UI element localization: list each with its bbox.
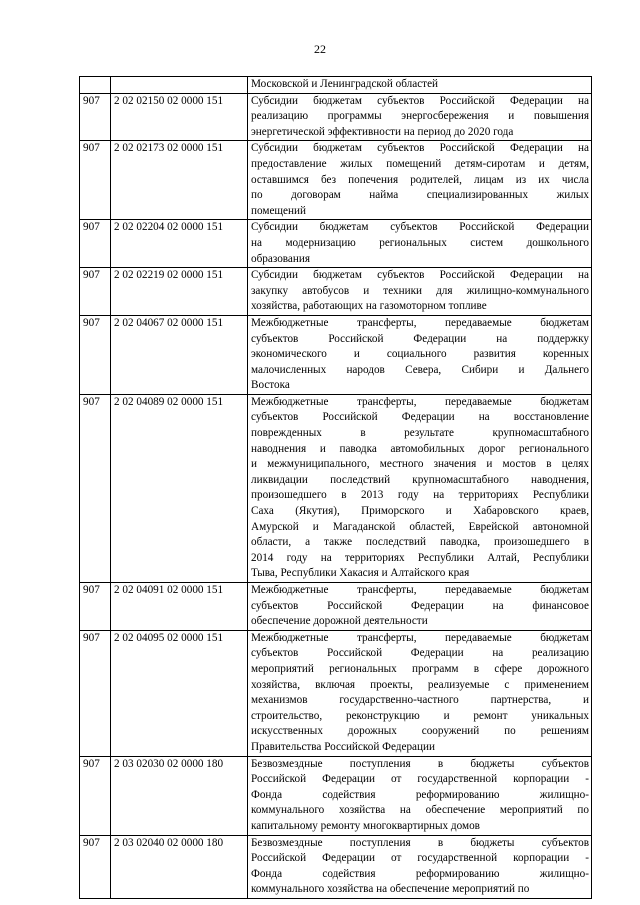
revenue-name-cell (248, 315, 592, 394)
revenue-name-line: по договорам найма специализированных жилых (251, 189, 589, 202)
table-row (80, 756, 592, 835)
revenue-name-cell (248, 141, 592, 220)
revenue-name-line: Субсидии бюджетам субъектов Российской Федерации на (251, 142, 589, 155)
revenue-name-line: мероприятий региональных программ в сфере дорожного (251, 662, 589, 675)
page-number: 22 (314, 42, 326, 56)
budget-code-cell (111, 77, 248, 94)
budget-code-cell: 2 03 02040 02 0000 180 (111, 835, 248, 898)
budget-code-cell: 2 02 02219 02 0000 151 (111, 268, 248, 316)
revenue-name-line: субъектов Российской Федерации на финансовое (251, 599, 589, 612)
revenue-name-line: на модернизацию региональных систем дошкольного (251, 236, 589, 249)
revenue-name-line: 2014 году на территориях Республики Алтай, Республики (251, 551, 589, 564)
revenue-name-line: реализацию программы энергосбережения и повышения (251, 110, 589, 123)
revenue-name-line: ликвидации последствий крупномасштабного наводнения, (251, 473, 589, 486)
revenue-name-line: Саха (Якутия), Приморского и Хабаровского краев, (251, 505, 589, 518)
revenue-name-line: экономического и социального развития коренных (251, 348, 589, 361)
budget-code-cell: 2 02 04091 02 0000 151 (111, 583, 248, 631)
revenue-name-line: субъектов Российской Федерации на поддержку (251, 332, 589, 345)
revenue-name-line: хозяйства, включая проекты, реализуемые с применением (251, 678, 589, 691)
revenue-name-line: произошедшего в 2013 году на территориях Республики (251, 489, 589, 502)
revenue-name-line: энергетической эффективности на период до 2020 года (251, 125, 514, 138)
budget-classification-table (79, 76, 592, 899)
table-row (80, 141, 592, 220)
table-row (80, 315, 592, 394)
admin-code-cell: 907 (80, 835, 111, 898)
table-body (80, 77, 592, 899)
table-row (80, 93, 592, 141)
revenue-name-line: Востока (251, 379, 290, 392)
revenue-name-line: Субсидии бюджетам субъектов Российской Федерации на (251, 94, 589, 107)
revenue-name-line: Межбюджетные трансферты, передаваемые бюджетам (251, 584, 589, 596)
admin-code-cell: 907 (80, 630, 111, 756)
revenue-name-line: Межбюджетные трансферты, передаваемые бюджетам (251, 395, 589, 408)
budget-code-cell: 2 02 04095 02 0000 151 (111, 630, 248, 756)
revenue-name-cell (248, 268, 592, 316)
revenue-name-line: механизмов государственно-частного партнерства, и (251, 694, 589, 707)
revenue-name-line: помещений (251, 204, 306, 217)
admin-code-cell: 907 (80, 315, 111, 394)
revenue-name-line: малочисленных народов Севера, Сибири и Дальнего (251, 363, 589, 376)
revenue-name-line: обеспечение дорожной деятельности (251, 615, 428, 628)
revenue-name-line: Фонда содействия реформированию жилищно- (251, 788, 589, 801)
revenue-name-line: капитальному ремонту многоквартирных домов (251, 819, 480, 832)
budget-code-cell: 2 02 02204 02 0000 151 (111, 220, 248, 268)
revenue-name-line: строительство, реконструкцию и ремонт уникальных (251, 709, 589, 722)
revenue-name-line: Межбюджетные трансферты, передаваемые бюджетам (251, 316, 589, 329)
admin-code-cell: 907 (80, 756, 111, 835)
budget-code-cell: 2 02 04067 02 0000 151 (111, 315, 248, 394)
revenue-name-cell (248, 630, 592, 756)
admin-code-cell: 907 (80, 141, 111, 220)
revenue-name-line: Субсидии бюджетам субъектов Российской Федерации (251, 221, 589, 234)
table-row (80, 583, 592, 631)
revenue-name-line: Тыва, Республики Хакасия и Алтайского края (251, 567, 470, 580)
revenue-name-line: субъектов Российской Федерации на реализацию (251, 647, 589, 660)
revenue-name-line: Российской Федерации от государственной корпорации - (251, 773, 589, 786)
revenue-name-line: закупку автобусов и техники для жилищно-коммунального (251, 284, 589, 297)
revenue-name-cell (248, 583, 592, 631)
revenue-name-line: области, а также последствий паводка, произошедшего в (251, 536, 589, 549)
revenue-name-line: и межмуниципального, местного значения и мостов в целях (251, 458, 589, 471)
revenue-name-cell (248, 394, 592, 582)
revenue-name-cell (248, 93, 592, 141)
table-row (80, 268, 592, 316)
revenue-name-line: Московской и Ленинградской областей (251, 78, 439, 90)
table-row (80, 394, 592, 582)
table-row (80, 220, 592, 268)
budget-code-cell: 2 02 02150 02 0000 151 (111, 93, 248, 141)
revenue-name-line: оставшимся без попечения родителей, лицам из их числа (251, 173, 589, 186)
revenue-name-line: Безвозмездные поступления в бюджеты субъектов (251, 757, 589, 770)
budget-code-cell: 2 03 02030 02 0000 180 (111, 756, 248, 835)
revenue-name-line: Безвозмездные поступления в бюджеты субъектов (251, 836, 589, 849)
table-row (80, 77, 592, 94)
revenue-name-line: Субсидии бюджетам субъектов Российской Федерации на (251, 269, 589, 282)
admin-code-cell (80, 77, 111, 94)
revenue-name-line: Российской Федерации от государственной корпорации - (251, 852, 589, 865)
admin-code-cell: 907 (80, 394, 111, 582)
admin-code-cell: 907 (80, 220, 111, 268)
revenue-name-line: Правительства Российской Федерации (251, 740, 435, 753)
revenue-name-line: предоставление жилых помещений детям-сиротам и детям, (251, 157, 589, 170)
revenue-name-cell (248, 756, 592, 835)
budget-code-cell: 2 02 04089 02 0000 151 (111, 394, 248, 582)
revenue-name-line: Фонда содействия реформированию жилищно- (251, 867, 589, 880)
revenue-name-line: Межбюджетные трансферты, передаваемые бюджетам (251, 631, 589, 644)
revenue-name-line: коммунального хозяйства на обеспечение мероприятий по (251, 883, 530, 896)
revenue-name-cell (248, 220, 592, 268)
revenue-name-line: поврежденных в результате крупномасштабного (251, 427, 589, 440)
admin-code-cell: 907 (80, 583, 111, 631)
revenue-name-cell (248, 77, 592, 94)
revenue-name-line: Амурской и Магаданской областей, Еврейской автономной (251, 520, 589, 533)
revenue-name-line: субъектов Российской Федерации на восстановление (251, 411, 589, 424)
table-row (80, 835, 592, 898)
budget-code-cell: 2 02 02173 02 0000 151 (111, 141, 248, 220)
revenue-name-line: коммунального хозяйства на обеспечение мероприятий по (251, 804, 589, 817)
revenue-name-line: наводнения и паводка автомобильных дорог регионального (251, 442, 589, 455)
revenue-name-cell (248, 835, 592, 898)
revenue-name-line: хозяйства, работающих на газомоторном топливе (251, 300, 487, 313)
revenue-name-line: образования (251, 252, 311, 265)
admin-code-cell: 907 (80, 93, 111, 141)
admin-code-cell: 907 (80, 268, 111, 316)
revenue-name-line: искусственных дорожных сооружений по решениям (251, 725, 589, 738)
table-row (80, 630, 592, 756)
